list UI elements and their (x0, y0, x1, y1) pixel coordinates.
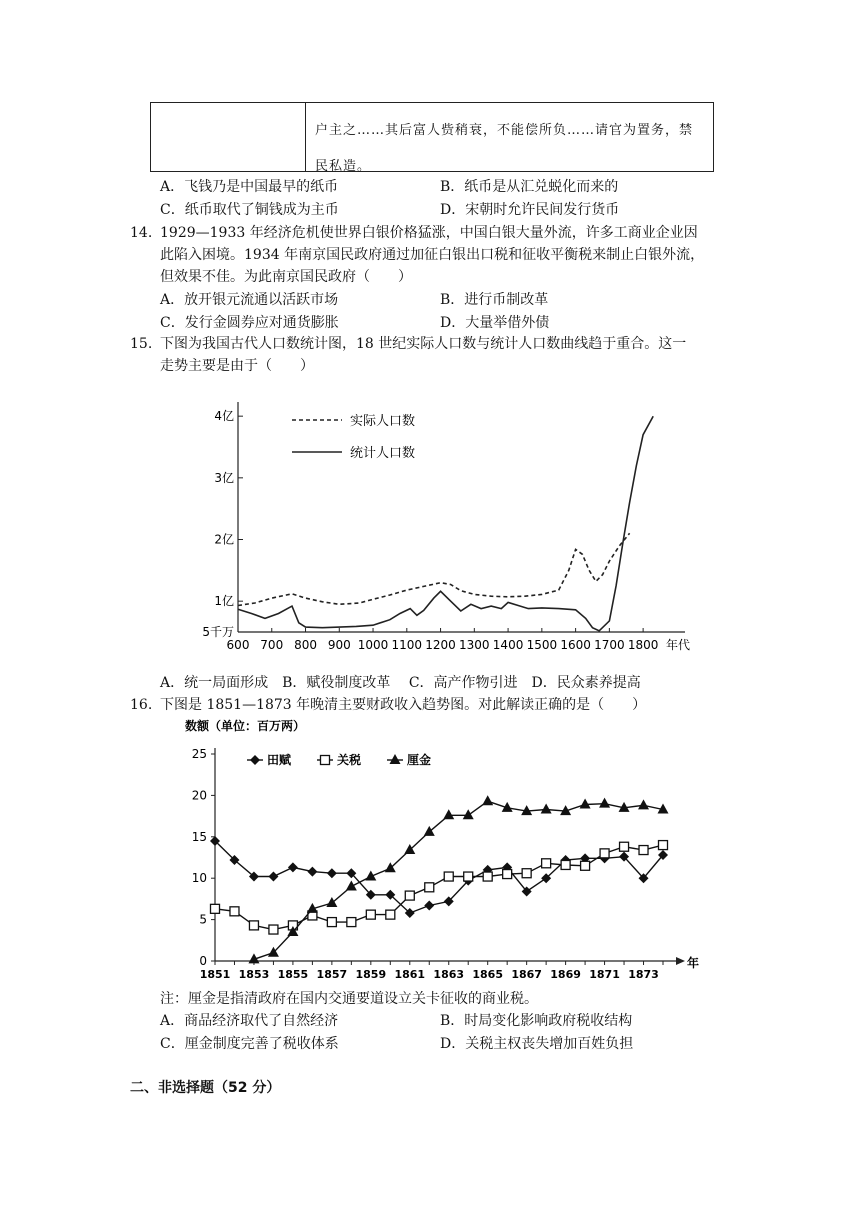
table-line-2: 民私造。 (315, 159, 372, 174)
x-tick-label: 1863 (433, 968, 465, 981)
q13-option-c[interactable]: C．纸币取代了铜钱成为主币 (160, 202, 339, 218)
data-point-triangle (346, 880, 357, 890)
legend-label-1: 实际人口数 (350, 414, 416, 429)
x-tick-label: 1200 (425, 638, 456, 652)
legend-marker-triangle (390, 754, 401, 764)
legend-label-2: 统计人口数 (350, 446, 416, 461)
q15-options[interactable]: A．统一局面形成 B．赋役制度改革 C．高产作物引进 D．民众素养提高 (160, 675, 641, 691)
y-tick-label: 15 (191, 829, 207, 844)
y-tick-label: 3亿 (214, 470, 234, 485)
x-tick-label: 1000 (357, 638, 389, 652)
x-tick-label: 1851 (199, 968, 231, 981)
data-point-triangle (599, 798, 610, 808)
x-tick-label: 1100 (391, 638, 423, 652)
data-point-square (444, 872, 453, 881)
x-tick-label: 700 (260, 638, 284, 652)
legend-label-square: 关税 (337, 753, 362, 767)
data-point-triangle (326, 897, 337, 907)
series-line-1 (238, 533, 630, 605)
data-point-square (230, 907, 239, 916)
x-tick-label: 1869 (550, 968, 581, 981)
q16-option-a[interactable]: A．商品经济取代了自然经济 (160, 1013, 339, 1029)
series-line-diamond (215, 841, 663, 913)
legend-marker-diamond (250, 755, 260, 765)
data-point-diamond (268, 872, 278, 882)
table-line-1: 户主之……其后富人赀稍衰，不能偿所负……请官为置务，禁 (315, 123, 694, 138)
y-tick-label: 20 (191, 788, 207, 803)
q13-option-d[interactable]: D．宋朝时允许民间发行货币 (440, 202, 620, 218)
data-point-diamond (327, 868, 337, 878)
data-point-square (483, 872, 492, 881)
data-point-triangle (638, 799, 649, 809)
data-point-triangle (580, 799, 591, 809)
data-point-square (211, 904, 220, 913)
data-point-square (425, 883, 434, 892)
q16-note: 注：厘金是指清政府在国内交通要道设立关卡征收的商业税。 (160, 991, 538, 1007)
data-point-triangle (463, 809, 474, 819)
x-tick-label: 1873 (628, 968, 659, 981)
x-tick-label: 1861 (394, 968, 426, 981)
q15-stem-line-1: 下图为我国古代人口数统计图，18 世纪实际人口数与统计人口数曲线趋于重合。这一 (160, 336, 687, 352)
legend-label-triangle: 厘金 (407, 753, 432, 767)
data-point-square (639, 846, 648, 855)
y-tick-label: 1亿 (214, 594, 234, 609)
x-tick-label: 1857 (316, 968, 348, 981)
x-axis-arrow (676, 957, 685, 965)
q15-number: 15. (130, 336, 153, 352)
q14-stem-line-1: 1929—1933 年经济危机使世界白银价格猛涨，中国白银大量外流，许多工商业企业因 (160, 225, 698, 241)
y-tick-label: 4亿 (214, 409, 234, 424)
y-tick-label: 0 (199, 954, 207, 968)
source-table (150, 102, 714, 172)
q16-stem: 下图是 1851—1873 年晚清主要财政收入趋势图。对此解读正确的是（ ） (160, 697, 647, 713)
q14-stem-line-3: 但效果不佳。为此南京国民政府（ ） (160, 269, 412, 285)
data-point-diamond (424, 901, 434, 911)
q14-stem (160, 222, 730, 288)
data-point-square (659, 841, 668, 850)
data-point-triangle (541, 803, 552, 813)
q14-option-b[interactable]: B．进行币制改革 (440, 292, 549, 308)
data-point-square (503, 870, 512, 879)
data-point-diamond (288, 862, 298, 872)
x-tick-label: 1867 (511, 968, 542, 981)
q16-number: 16. (130, 697, 153, 713)
y-tick-label: 2亿 (214, 532, 234, 547)
data-point-square (405, 891, 414, 900)
data-point-triangle (482, 795, 493, 805)
x-tick-label: 1853 (238, 968, 270, 981)
legend-label-diamond: 田赋 (267, 753, 292, 767)
data-point-square (600, 849, 609, 858)
x-tick-label: 1700 (594, 638, 625, 652)
q14-option-c[interactable]: C．发行金圆券应对通货膨胀 (160, 315, 339, 331)
data-point-square (542, 859, 551, 868)
q13-option-a[interactable]: A．飞钱乃是中国最早的纸币 (160, 179, 339, 195)
data-point-square (561, 860, 570, 869)
section-heading: 二、非选择题（52 分） (130, 1080, 281, 1096)
data-point-square (269, 925, 278, 934)
q16-option-b[interactable]: B．时局变化影响政府税收结构 (440, 1013, 633, 1029)
data-point-square (249, 921, 258, 930)
table-divider (305, 103, 306, 171)
data-point-square (522, 869, 531, 878)
x-tick-label: 1500 (526, 638, 558, 652)
x-axis-label: 年代 (665, 638, 691, 652)
series-line-triangle (254, 801, 663, 959)
q13-option-b[interactable]: B．纸币是从汇兑蜕化而来的 (440, 179, 619, 195)
x-tick-label: 1871 (589, 968, 620, 981)
x-tick-label: 1300 (459, 638, 490, 652)
x-tick-label: 1859 (355, 968, 387, 981)
q14-option-d[interactable]: D．大量举借外债 (440, 315, 550, 331)
x-tick-label: 1800 (627, 638, 659, 652)
series-line-2 (238, 416, 653, 631)
x-tick-label: 1865 (472, 968, 504, 981)
population-chart (180, 390, 700, 660)
q14-number: 14. (130, 225, 153, 241)
data-point-square (347, 918, 356, 927)
y-tick-label: 10 (191, 871, 207, 886)
data-point-diamond (307, 867, 317, 877)
y-tick-label: 25 (191, 747, 207, 761)
q14-option-a[interactable]: A．放开银元流通以活跃市场 (160, 292, 339, 308)
legend-marker-square (321, 756, 330, 765)
q14-stem-line-2: 此陷入困境。1934 年南京国民政府通过加征白银出口税和征收平衡税来制止白银外流， (160, 247, 705, 263)
data-point-square (386, 910, 395, 919)
chart-title: 数额（单位：百万两） (185, 719, 306, 733)
x-tick-label: 1400 (492, 638, 524, 652)
x-tick-label: 600 (226, 638, 250, 652)
table-text (315, 113, 705, 185)
q16-option-d[interactable]: D．关税主权丧失增加百姓负担 (440, 1036, 634, 1052)
data-point-square (581, 861, 590, 870)
x-tick-label: 800 (294, 638, 317, 652)
data-point-triangle (424, 826, 435, 836)
q15-stem (160, 333, 730, 377)
data-point-square (327, 918, 336, 927)
x-tick-label: 1600 (560, 638, 591, 652)
y-tick-label: 5千万 (202, 625, 234, 639)
y-tick-label: 5 (199, 912, 207, 927)
x-axis-label: 年 (687, 956, 700, 970)
data-point-square (366, 910, 375, 919)
data-point-triangle (443, 809, 454, 819)
x-tick-label: 1855 (277, 968, 309, 981)
q15-stem-line-2: 走势主要是由于（ ） (160, 358, 314, 374)
x-tick-label: 900 (327, 638, 351, 652)
revenue-chart (185, 716, 705, 986)
data-point-square (620, 842, 629, 851)
data-point-square (464, 872, 473, 881)
q16-option-c[interactable]: C．厘金制度完善了税收体系 (160, 1036, 339, 1052)
